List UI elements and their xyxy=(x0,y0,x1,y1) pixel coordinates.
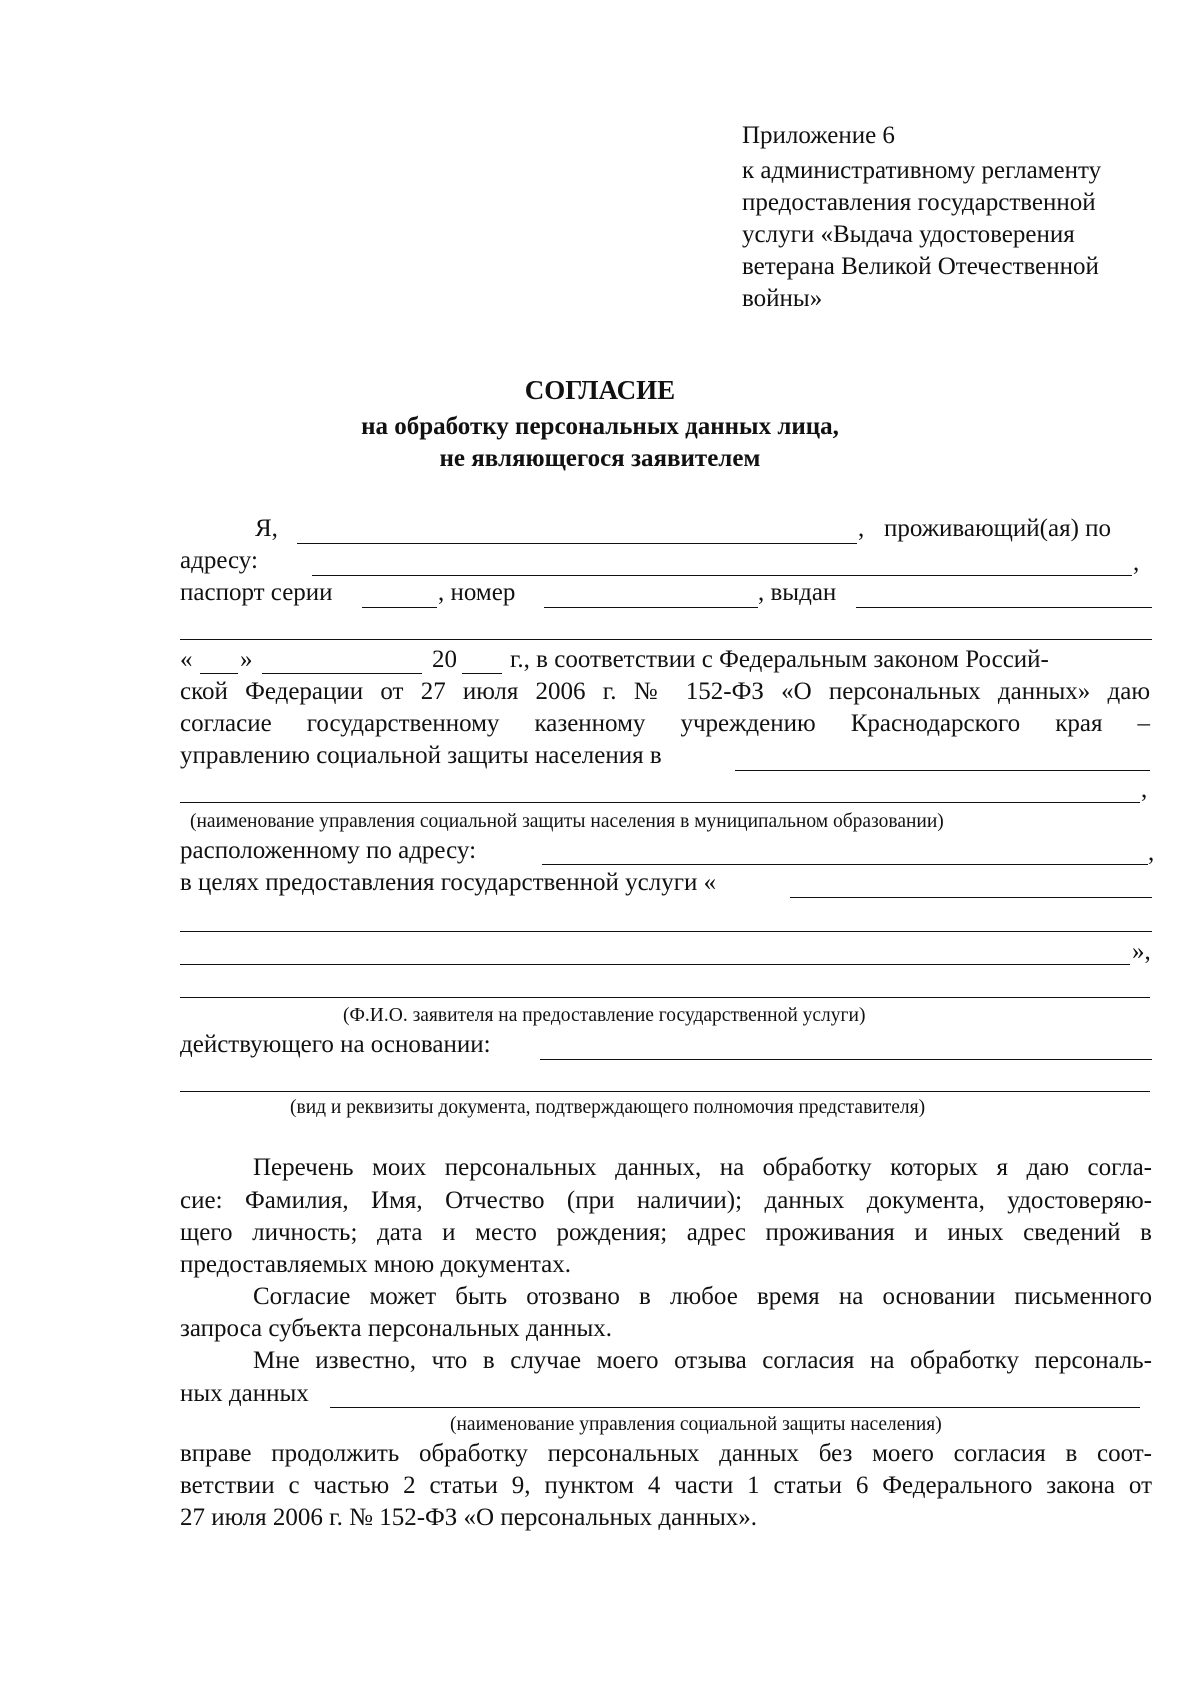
paragraph-1-line-3: щего личность; дата и место рождения; адрес проживания и иных сведений в xyxy=(180,1219,1152,1246)
label-address: адресу: xyxy=(180,547,258,574)
appendix-line-2: к административному регламенту xyxy=(742,157,1102,184)
caption-withdrawal-department: (наименование управления социальной защиты населения) xyxy=(450,1414,942,1435)
department-field-line[interactable] xyxy=(735,770,1150,771)
comma-1: , xyxy=(858,515,865,542)
document-title: СОГЛАСИЕ xyxy=(524,375,676,405)
label-purpose: в целях предоставления государственной услуги « xyxy=(180,869,717,896)
paragraph-4-line-2: ветствии с частью 2 статьи 9, пунктом 4 части 1 статьи 6 Федерального закона от xyxy=(180,1472,1152,1499)
department-address-field-line[interactable] xyxy=(542,864,1148,865)
basis-field-line-2[interactable] xyxy=(180,1091,1150,1092)
service-field-line-3[interactable] xyxy=(180,964,1130,965)
quote-end: », xyxy=(1132,938,1151,965)
appendix-line-3: предоставления государственной xyxy=(742,189,1096,216)
label-located: расположенному по адресу: xyxy=(180,837,477,864)
law-line-4: управлению социальной защиты населения в xyxy=(180,742,662,769)
issued-by-field-line-2[interactable] xyxy=(180,639,1152,640)
label-passport-series: паспорт серии xyxy=(180,579,333,606)
law-line-2: ской Федерации от 27 июля 2006 г. № 152-ФЗ «О персональных данных» даю xyxy=(180,678,1150,705)
document-subtitle-1: на обработку персональных данных лица, xyxy=(361,413,839,440)
paragraph-3-line-1: Мне известно, что в случае моего отзыва согласия на обработку персональ- xyxy=(253,1347,1152,1374)
caption-basis: (вид и реквизиты документа, подтверждающего полномочия представителя) xyxy=(290,1097,926,1118)
basis-field-line[interactable] xyxy=(540,1059,1152,1060)
year-field-line[interactable] xyxy=(462,673,502,674)
document-subtitle-2: не являющегося заявителем xyxy=(439,445,761,472)
paragraph-3-line-2: ных данных xyxy=(180,1380,309,1407)
label-acting: действующего на основании: xyxy=(180,1031,491,1058)
paragraph-1-line-4: предоставляемых мною документах. xyxy=(180,1251,572,1278)
appendix-line-1: Приложение 6 xyxy=(742,122,895,149)
service-field-line-2[interactable] xyxy=(180,931,1152,932)
month-field-line[interactable] xyxy=(262,673,422,674)
department-field-line-2[interactable] xyxy=(180,802,1140,803)
applicant-name-field-line[interactable] xyxy=(180,997,1150,998)
day-field-line[interactable] xyxy=(200,673,238,674)
caption-applicant: (Ф.И.О. заявителя на предоставление государственной услуги) xyxy=(343,1005,866,1026)
label-issued: , выдан xyxy=(758,579,837,606)
label-ya: Я, xyxy=(255,515,278,542)
paragraph-4-line-3: 27 июля 2006 г. № 152-ФЗ «О персональных данных». xyxy=(180,1504,758,1531)
appendix-line-5: ветерана Великой Отечественной xyxy=(742,253,1099,280)
paragraph-2-line-2: запроса субъекта персональных данных. xyxy=(180,1315,613,1342)
law-line-3: согласие государственному казенному учреждению Краснодарского края – xyxy=(180,710,1150,737)
label-year-prefix: 20 xyxy=(432,646,457,673)
paragraph-2-line-1: Согласие может быть отозвано в любое время на основании письменного xyxy=(253,1283,1152,1310)
passport-series-field-line[interactable] xyxy=(362,607,437,608)
caption-department: (наименование управления социальной защиты населения в муниципальном образовании) xyxy=(190,811,944,832)
paragraph-4-line-1: вправе продолжить обработку персональных данных без моего согласия в соот- xyxy=(180,1440,1152,1467)
appendix-line-6: войны» xyxy=(742,285,823,312)
comma-2: , xyxy=(1133,549,1140,576)
paragraph-1-line-1: Перечень моих персональных данных, на обработку которых я даю согла- xyxy=(253,1154,1152,1181)
paragraph-1-line-2: сие: Фамилия, Имя, Отчество (при наличии); данных документа, удостоверяю- xyxy=(180,1187,1152,1214)
comma-3: , xyxy=(1141,776,1148,803)
quote-open: « xyxy=(180,646,193,673)
quote-close: » xyxy=(240,646,253,673)
appendix-line-4: услуги «Выдача удостоверения xyxy=(742,221,1075,248)
service-field-line[interactable] xyxy=(790,897,1152,898)
fio-field-line[interactable] xyxy=(297,543,857,544)
date-rest-text: г., в соответствии с Федеральным законом Россий- xyxy=(510,646,1049,673)
comma-4: , xyxy=(1148,839,1155,866)
withdrawal-department-field-line[interactable] xyxy=(330,1407,1140,1408)
issued-by-field-line[interactable] xyxy=(856,607,1152,608)
label-number: , номер xyxy=(438,579,516,606)
passport-number-field-line[interactable] xyxy=(544,607,758,608)
address-field-line[interactable] xyxy=(312,575,1132,576)
label-residing: проживающий(ая) по xyxy=(884,515,1112,542)
